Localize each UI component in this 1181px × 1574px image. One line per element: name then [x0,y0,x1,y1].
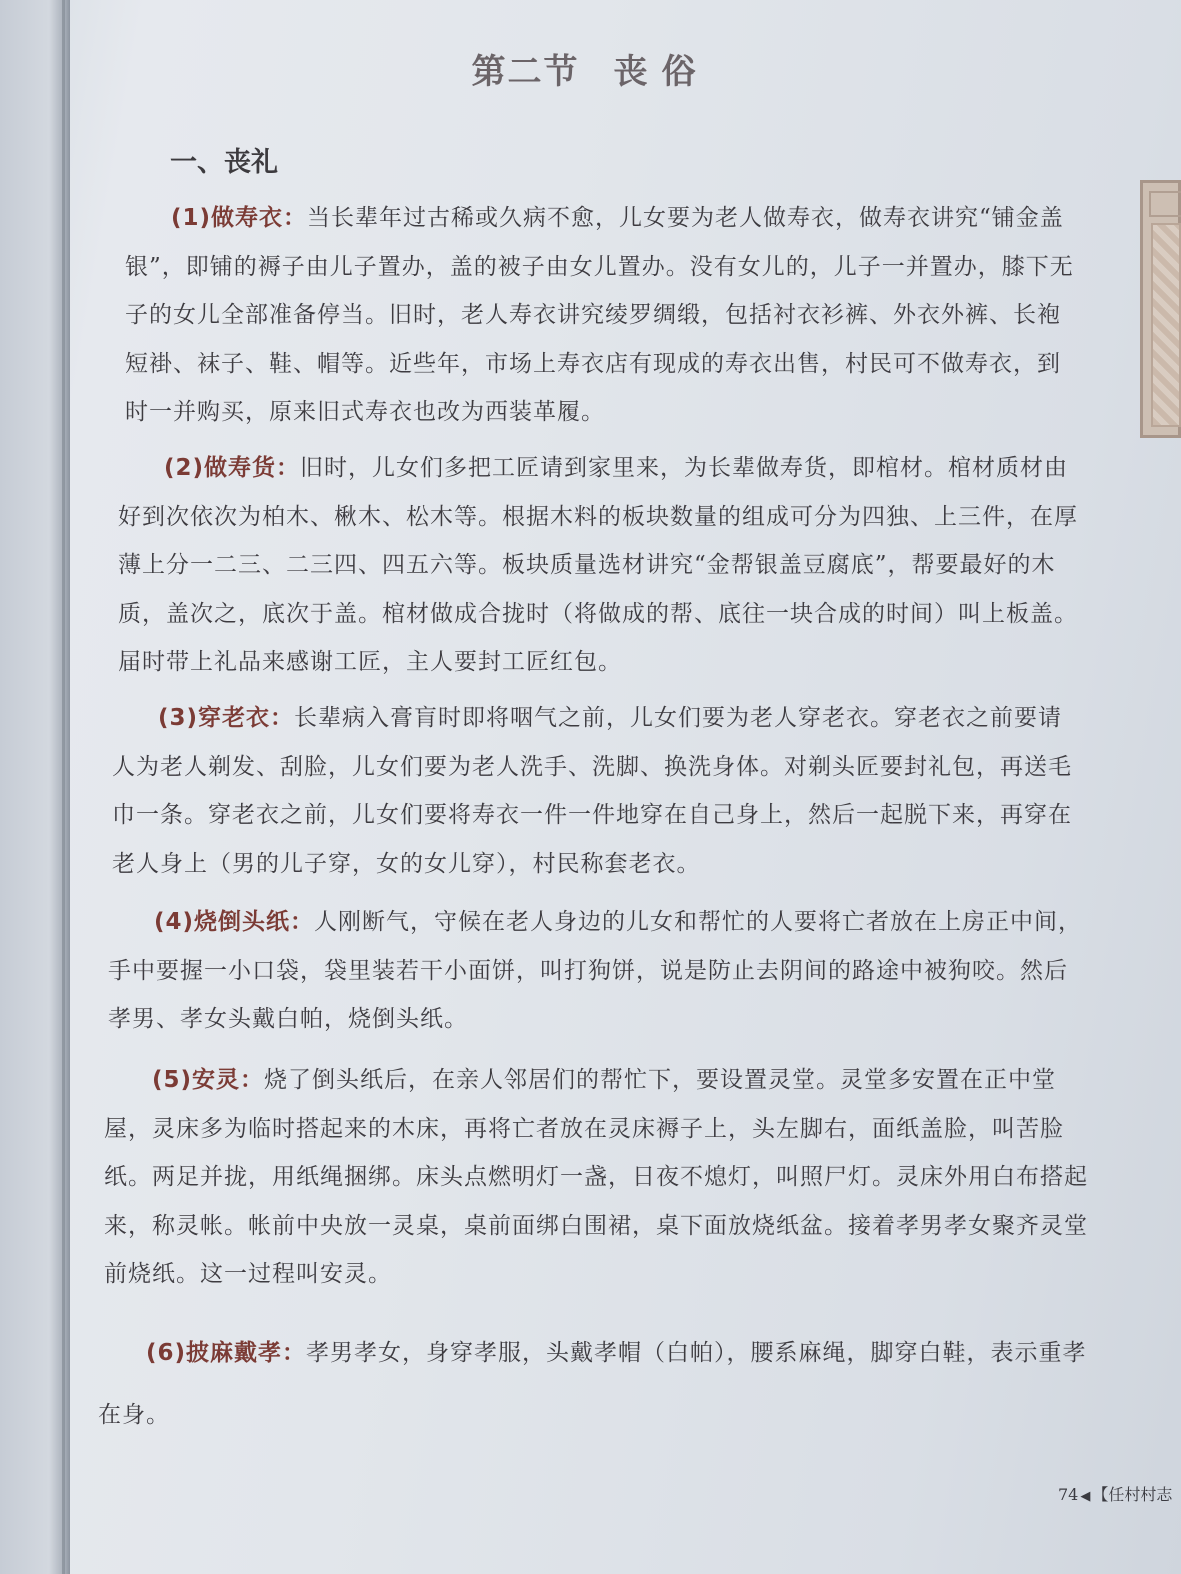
page-number: 74 [1058,1485,1079,1504]
paragraph-6 [98,1322,1104,1446]
paragraph-label: (6)披麻戴孝： [146,1340,307,1366]
paragraph-label: (5)安灵： [152,1067,265,1093]
paragraph-5 [104,1056,1096,1299]
left-page-edge [0,0,70,1574]
paragraph-label: (2)做寿货： [164,455,301,481]
side-ornament [1140,180,1181,438]
paragraph-label: (3)穿老衣： [158,705,295,731]
paragraph-text: 孝男孝女，身穿孝服，头戴孝帽（白帕），腰系麻绳，脚穿白鞋，表示重孝在身。 [98,1340,1087,1428]
section-title [0,44,1181,93]
paragraph-text: 当长辈年过古稀或久病不愈，儿女要为老人做寿衣，做寿衣讲究“铺金盖银”，即铺的褥子由儿子置办，盖的被子由女儿置办。没有女儿的，儿子一并置办，膝下无子的女儿全部准备停当。旧时，老人寿衣讲究绫罗绸缎，包括衬衣衫裤、外衣外裤、长袍短褂、袜子、鞋、帽等。近些年，市场上寿衣店有现成的寿衣出售，村民可不做寿衣，到时一并购买，原来旧式寿衣也改为西装革履。 [125,205,1074,425]
book-title: 【任村村志 [1092,1485,1173,1504]
paragraph-text: 人刚断气，守候在老人身边的儿女和帮忙的人要将亡者放在上房正中间，手中要握一小口袋，袋里装若干小面饼，叫打狗饼，说是防止去阴间的路途中被狗咬。然后孝男、孝女头戴白帕，烧倒头纸。 [108,909,1083,1032]
ornament-lattice [1151,223,1181,427]
left-arrow-icon: ◀ [1080,1489,1091,1504]
page-footer [1058,1482,1172,1505]
paragraph-text: 旧时，儿女们多把工匠请到家里来，为长辈做寿货，即棺材。棺材质材由好到次依次为柏木、楸木、松木等。根据木料的板块数量的组成可分为四独、上三件，在厚薄上分一二三、二三四、四五六等。板块质量选材讲究“金帮银盖豆腐底”，帮要最好的木质，盖次之，底次于盖。棺材做成合拢时（将做成的帮、底往一块合成的时间）叫上板盖。届时带上礼品来感谢工匠，主人要封工匠红包。 [118,455,1078,675]
paragraph-3 [112,694,1084,888]
section-name: 丧俗 [613,52,710,92]
subsection-heading: 一、丧礼 [170,147,278,178]
paragraph-4 [108,898,1090,1044]
paragraph-2 [118,444,1078,687]
section-number: 第二节 [471,52,580,92]
paragraph-text: 长辈病入膏肓时即将咽气之前，儿女们要为老人穿老衣。穿老衣之前要请人为老人剃发、刮脸，儿女们要为老人洗手、洗脚、换洗身体。对剃头匠要封礼包，再送毛巾一条。穿老衣之前，儿女们要将寿衣一件一件地穿在自己身上，然后一起脱下来，再穿在老人身上（男的儿子穿，女的女儿穿），村民称套老衣。 [112,705,1072,877]
paragraph-label: (1)做寿衣： [171,205,308,231]
ornament-knot [1149,191,1181,217]
book-spine [62,0,65,1574]
paragraph-1 [125,194,1075,437]
paragraph-text: 烧了倒头纸后，在亲人邻居们的帮忙下，要设置灵堂。灵堂多安置在正中堂屋，灵床多为临时搭起来的木床，再将亡者放在灵床褥子上，头左脚右，面纸盖脸，叫苦脸纸。两足并拢，用纸绳捆绑。床头点燃明灯一盏，日夜不熄灯，叫照尸灯。灵床外用白布搭起来，称灵帐。帐前中央放一灵桌，桌前面绑白围裙，桌下面放烧纸盆。接着孝男孝女聚齐灵堂前烧纸。这一过程叫安灵。 [104,1067,1088,1287]
paragraph-label: (4)烧倒头纸： [154,909,315,935]
